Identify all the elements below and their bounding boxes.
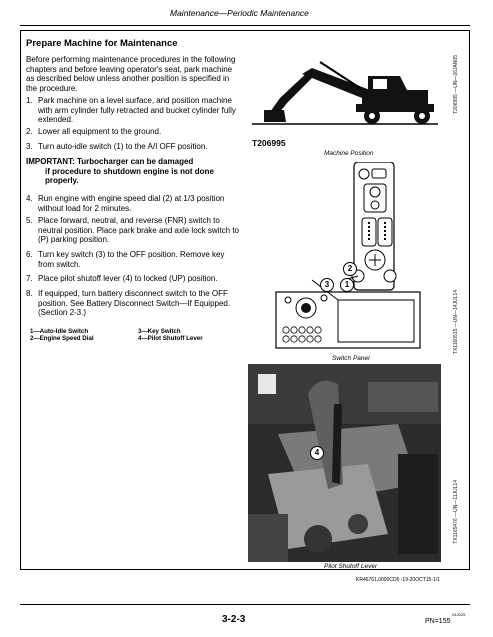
excavator-illustration xyxy=(250,52,440,138)
legend-item: 1—Auto-Idle Switch xyxy=(30,328,89,335)
step-5 xyxy=(26,216,242,245)
callout-3: 3 xyxy=(320,278,334,292)
step-6 xyxy=(26,250,242,269)
figure-caption: Pilot Shutoff Lever xyxy=(324,563,378,570)
footer-rule xyxy=(20,604,470,605)
step-7 xyxy=(26,274,242,284)
figure-side-code: T206995 —UN—26JAN05 xyxy=(453,55,459,114)
callout-1: 1 xyxy=(340,278,354,292)
figure-side-code: TX1165476 —UN—11JUL14 xyxy=(453,480,459,544)
step-text: Place forward, neutral, and reverse (FNR) switch to neutral position. Place park brake and axle lock switch to (P) parking position. xyxy=(38,216,239,245)
important-notice xyxy=(26,157,242,186)
important-first-line: Turbocharger can be damaged xyxy=(76,157,194,166)
step-text: Park machine on a level surface, and position machine with arm cylinder fully retracted and bucket cylinder fully extended. xyxy=(38,96,236,125)
intro-paragraph: Before performing maintenance procedures in the following chapters and before leaving operator's seat, park machine as described below unless another position is specified in the procedure. xyxy=(26,55,236,93)
legend-column-2 xyxy=(138,328,203,343)
callout-2: 2 xyxy=(343,262,357,276)
step-number: 7. xyxy=(26,274,33,283)
important-label: IMPORTANT: xyxy=(26,157,75,166)
step-1 xyxy=(26,96,242,125)
figure-id: T206995 xyxy=(252,138,286,148)
pn-number: PN=155 xyxy=(425,618,451,625)
step-number: 6. xyxy=(26,250,33,259)
step-text: Run engine with engine speed dial (2) at 1/3 position without load for 2 minutes. xyxy=(38,194,225,213)
switch-panel-illustration xyxy=(272,162,422,352)
step-text: Turn auto-idle switch (1) to the A/I OFF position. xyxy=(38,142,208,151)
pilot-shutoff-lever-photo xyxy=(248,364,441,562)
running-header: Maintenance—Periodic Maintenance xyxy=(170,8,309,18)
step-text: Lower all equipment to the ground. xyxy=(38,127,162,136)
figure-side-code: TX1160515 —UN—14JUL14 xyxy=(453,290,459,355)
step-number: 8. xyxy=(26,289,33,298)
print-date: 042025 xyxy=(452,612,466,617)
step-number: 4. xyxy=(26,194,33,203)
section-title: Prepare Machine for Maintenance xyxy=(26,38,178,49)
step-text: Place pilot shutoff lever (4) to locked (UP) position. xyxy=(38,274,218,283)
step-number: 5. xyxy=(26,216,33,225)
page-number: 3-2-3 xyxy=(222,614,246,625)
step-number: 3. xyxy=(26,142,33,151)
callout-4: 4 xyxy=(310,446,324,460)
step-3 xyxy=(26,142,242,152)
legend-item: 2—Engine Speed Dial xyxy=(30,335,94,343)
step-number: 2. xyxy=(26,127,33,136)
step-text: Turn key switch (3) to the OFF position. Remove key from switch. xyxy=(38,250,225,269)
callout-legend xyxy=(30,328,203,343)
step-8 xyxy=(26,289,242,318)
step-2 xyxy=(26,127,242,137)
document-code: KR46761,0000CD6 -19-20OCT15-1/1 xyxy=(356,577,440,583)
step-text: If equipped, turn battery disconnect switch to the OFF position. See Battery Disconnect Switch—If Equipped. (Section 2-3.) xyxy=(38,289,231,318)
legend-item: 4—Pilot Shutoff Lever xyxy=(138,335,203,343)
step-4 xyxy=(26,194,242,213)
legend-item: 3—Key Switch xyxy=(138,328,181,335)
header-rule xyxy=(20,25,470,26)
step-number: 1. xyxy=(26,96,33,105)
important-rest: if procedure to shutdown engine is not done properly. xyxy=(45,166,214,186)
figure-caption: Machine Position xyxy=(324,150,374,157)
figure-caption: Switch Panel xyxy=(332,355,370,362)
